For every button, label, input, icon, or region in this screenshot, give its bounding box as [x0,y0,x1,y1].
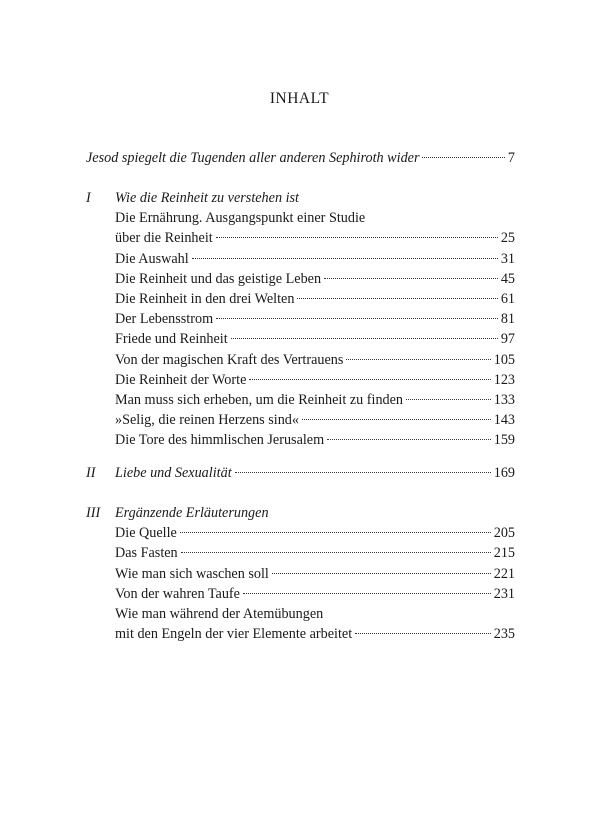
page-number: 31 [500,250,515,267]
entry-title: Die Auswahl [115,250,189,267]
page-number: 7 [507,150,515,166]
toc-entry [115,564,515,584]
entry-title: Die Tore des himmlischen Jerusalem [115,432,325,449]
dot-leader [235,472,491,473]
toc-entry [115,249,515,269]
dot-leader [302,419,491,420]
entry-title: über die Reinheit [115,230,213,247]
entry-title: Der Lebensstrom [115,311,214,328]
entry-title: Jesod spiegelt die Tugenden aller anderen Sephiroth wider [86,150,420,166]
page-number: 61 [500,291,515,307]
entry-title: mit den Engeln der vier Elemente arbeitet [115,626,353,643]
entry-title: Von der wahren Taufe [115,585,240,602]
page-number: 231 [493,585,515,602]
page-number: 169 [493,465,515,481]
toc-entry [115,410,515,430]
dot-leader [231,338,498,339]
entry-title: Das Fasten [115,545,178,562]
dot-leader [243,593,491,594]
entry-title: Man muss sich erheben, um die Reinheit zu finden [115,392,404,408]
dot-leader [181,552,491,553]
toc-entry [115,269,515,289]
page-number: 133 [493,392,515,408]
page-title: INHALT [269,90,330,107]
toc-entry [86,148,515,168]
toc-entry [115,289,515,309]
page-number: 123 [493,371,515,388]
toc-entry [115,309,515,329]
dot-leader [346,359,490,360]
page-number: 159 [493,432,515,449]
part-title: Wie die Reinheit zu verstehen ist [115,190,299,206]
entry-title: Die Reinheit und das geistige Leben [115,270,322,287]
entry-title-line: Wie man während der Atemübungen [115,606,324,622]
dot-leader [327,439,491,440]
page-number: 205 [493,525,515,542]
entry-title: Liebe und Sexualität [115,465,232,481]
toc-entry [115,228,515,248]
toc-entry [115,523,515,543]
part-numeral: II [86,465,96,481]
page-number: 105 [493,351,515,368]
dot-leader [180,532,491,533]
toc-entry [115,370,515,390]
toc-entry [115,543,515,563]
dot-leader [272,573,491,574]
toc-entry [115,350,515,370]
dot-leader [324,278,498,279]
page-number: 45 [500,270,515,287]
dot-leader [192,258,498,259]
toc-entry [115,390,515,410]
toc-entry [115,584,515,604]
dot-leader [216,237,498,238]
dot-leader [249,379,490,380]
part-numeral: III [86,505,101,521]
dot-leader [297,298,497,299]
toc-entry [115,430,515,450]
part-numeral: I [86,190,91,206]
entry-title: Die Reinheit der Worte [115,371,247,388]
part-title: Ergänzende Erläuterungen [115,505,269,521]
toc-entry [115,463,515,483]
page-number: 215 [493,545,515,562]
entry-title: Friede und Reinheit [115,331,228,348]
dot-leader [216,318,498,319]
entry-title-line: Die Ernährung. Ausgangspunkt einer Studie [115,210,366,227]
dot-leader [406,399,491,400]
page-number: 221 [493,565,515,582]
page-number: 143 [493,412,515,429]
entry-title: »Selig, die reinen Herzens sind« [115,412,299,429]
page-number: 25 [500,230,515,247]
entry-title: Die Quelle [115,525,177,542]
dot-leader [422,157,504,158]
page-number: 235 [493,626,515,643]
toc-entry [115,624,515,644]
entry-title: Von der magischen Kraft des Vertrauens [115,351,344,368]
page-number: 97 [500,331,515,348]
page-number: 81 [500,311,515,328]
entry-title: Die Reinheit in den drei Welten [115,291,295,307]
toc-entry [115,329,515,349]
entry-title: Wie man sich waschen soll [115,565,269,582]
dot-leader [355,633,491,634]
